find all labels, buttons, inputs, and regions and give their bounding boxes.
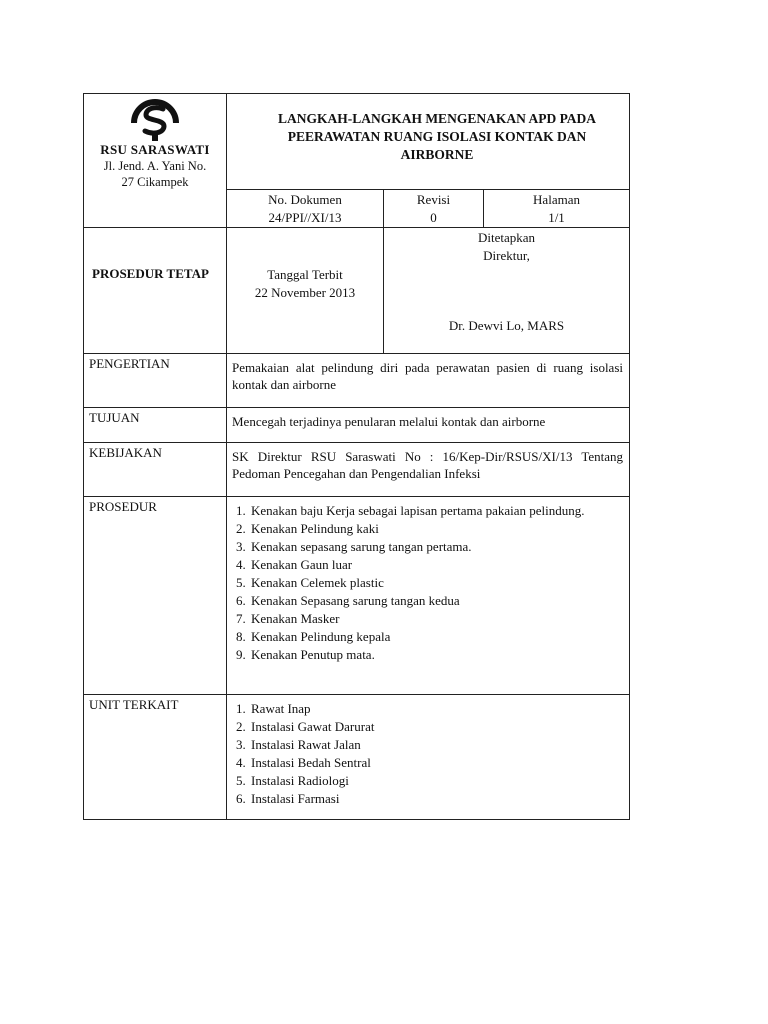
unit-item: 2. Instalasi Gawat Darurat [249, 718, 623, 736]
revision-cell [384, 190, 484, 228]
doc-number-cell [227, 190, 384, 228]
unit-item: 4. Instalasi Bedah Sentral [249, 754, 623, 772]
prosedur-step: 1. Kenakan baju Kerja sebagai lapisan pertama pakaian pelindung. [249, 502, 623, 520]
page-value: 1/1 [548, 210, 565, 225]
org-cell [84, 94, 227, 228]
unit-terkait-label: UNIT TERKAIT [84, 695, 227, 820]
unit-item: 6. Instalasi Farmasi [249, 790, 623, 808]
approval-cell [384, 228, 630, 354]
hospital-logo-icon [129, 96, 181, 142]
unit-terkait-list [232, 700, 623, 808]
title-cell [227, 94, 630, 190]
unit-item: 1. Rawat Inap [249, 700, 623, 718]
sop-document [83, 93, 629, 820]
prosedur-step: 7. Kenakan Masker [249, 610, 623, 628]
prosedur-step: 8. Kenakan Pelindung kepala [249, 628, 623, 646]
prosedur-step: 5. Kenakan Celemek plastic [249, 574, 623, 592]
prosedur-tetap-label: PROSEDUR TETAP [84, 228, 227, 354]
prosedur-step: 6. Kenakan Sepasang sarung tangan kedua [249, 592, 623, 610]
prosedur-step: 4. Kenakan Gaun luar [249, 556, 623, 574]
page-cell [484, 190, 630, 228]
unit-item: 3. Instalasi Rawat Jalan [249, 736, 623, 754]
issue-date-cell [227, 228, 384, 354]
sop-table [83, 93, 630, 820]
org-address-line2: 27 Cikampek [121, 175, 189, 189]
prosedur-label: PROSEDUR [84, 497, 227, 695]
prosedur-steps-list [232, 502, 623, 664]
page-label: Halaman [533, 192, 580, 207]
pengertian-label: PENGERTIAN [84, 354, 227, 408]
prosedur-step: 3. Kenakan sepasang sarung tangan pertama. [249, 538, 623, 556]
revision-value: 0 [430, 210, 437, 225]
approval-role: Direktur, [483, 248, 530, 263]
org-name: RSU SARASWATI [100, 142, 210, 157]
kebijakan-label: KEBIJAKAN [84, 443, 227, 497]
tujuan-label: TUJUAN [84, 408, 227, 443]
org-address-line1: Jl. Jend. A. Yani No. [103, 159, 207, 173]
document-title: LANGKAH-LANGKAH MENGENAKAN APD PADA PEERAWATAN RUANG ISOLASI KONTAK DAN AIRBORNE [277, 111, 597, 162]
prosedur-step: 2. Kenakan Pelindung kaki [249, 520, 623, 538]
doc-number-label: No. Dokumen [268, 192, 342, 207]
kebijakan-text: SK Direktur RSU Saraswati No : 16/Kep-Dir/RSUS/XI/13 Tentang Pedoman Pencegahan dan Pengendalian Infeksi [227, 443, 630, 497]
revision-label: Revisi [416, 192, 451, 207]
pengertian-text: Pemakaian alat pelindung diri pada perawatan pasien di ruang isolasi kontak dan airborne [227, 354, 630, 408]
signer-name: Dr. Dewvi Lo, MARS [448, 318, 565, 333]
prosedur-step: 9. Kenakan Penutup mata. [249, 646, 623, 664]
unit-item: 5. Instalasi Radiologi [249, 772, 623, 790]
issue-date-value: 22 November 2013 [254, 285, 356, 300]
unit-terkait-cell [227, 695, 630, 820]
prosedur-steps-cell [227, 497, 630, 695]
issue-date-label: Tanggal Terbit [267, 267, 343, 282]
tujuan-text: Mencegah terjadinya penularan melalui kontak dan airborne [227, 408, 630, 443]
approval-label: Ditetapkan [477, 230, 536, 245]
doc-number-value: 24/PPI//XI/13 [268, 210, 342, 225]
